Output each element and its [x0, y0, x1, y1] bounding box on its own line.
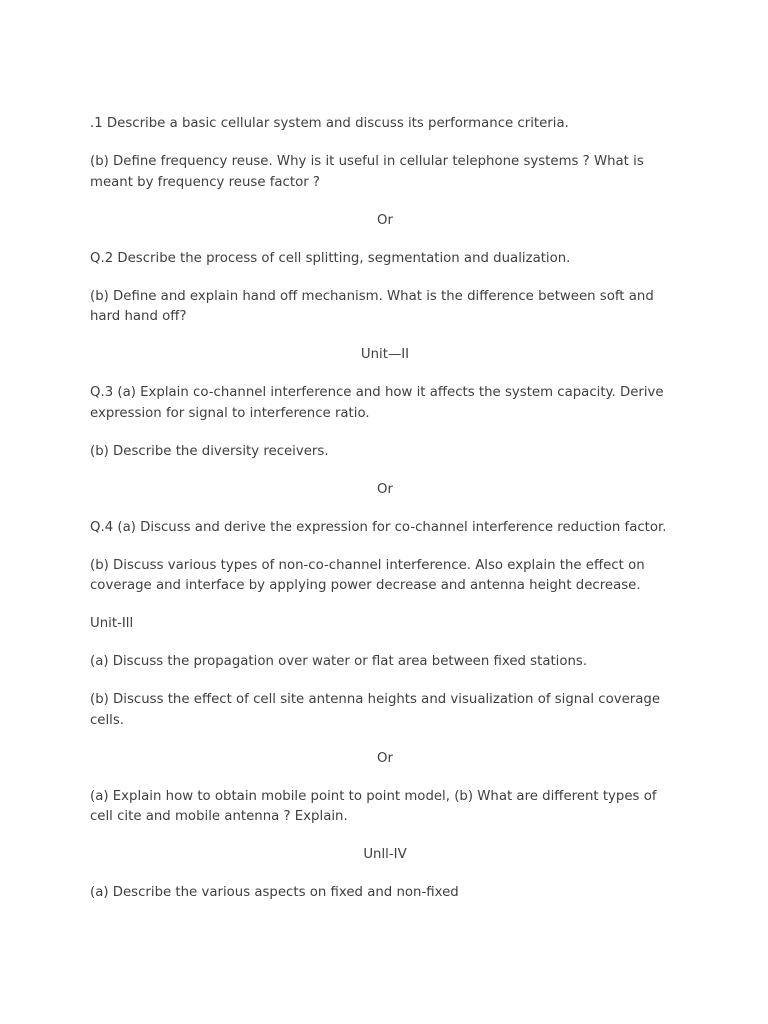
- question-1b: (b) Define frequency reuse. Why is it useful in cellular telephone systems ? What is meant by frequency reuse factor ?: [90, 154, 644, 190]
- unit-heading: Unll-IV: [363, 847, 407, 862]
- question-4b: (b) Discuss various types of non-co-channel interference. Also explain the effect on coverage and interface by applying power decrease and antenna height decrease.: [90, 557, 645, 593]
- unit-heading: Unit—II: [360, 347, 410, 362]
- or-divider: Or: [377, 481, 393, 497]
- question-2b: (b) Define and explain hand off mechanism. What is the difference between soft and hard hand off?: [90, 288, 654, 324]
- question-7a: (a) Describe the various aspects on fixed and non-fixed: [90, 885, 459, 900]
- question-5a: (a) Discuss the propagation over water or flat area between fixed stations.: [90, 654, 588, 669]
- question-3: Q.3 (a) Explain co-channel interference and how it affects the system capacity. Derive expression for signal to interference ratio.: [90, 385, 664, 421]
- question-2: Q.2 Describe the process of cell splitting, segmentation and dualization.: [90, 250, 571, 266]
- question-6: (a) Explain how to obtain mobile point to point model, (b) What are different types of cell cite and mobile antenna ? Explain.: [90, 788, 657, 824]
- question-1: .1 Describe a basic cellular system and discuss its performance criteria.: [90, 116, 569, 131]
- or-divider: Or: [377, 212, 393, 228]
- document-page: [90, 114, 680, 921]
- question-5b: (b) Discuss the effect of cell site antenna heights and visualization of signal coverage cells.: [90, 692, 661, 728]
- or-divider: Or: [377, 750, 393, 766]
- question-3b: (b) Describe the diversity receivers.: [90, 443, 329, 459]
- question-4: Q.4 (a) Discuss and derive the expression for co-channel interference reduction factor.: [90, 519, 667, 535]
- unit-heading: Unit-Ill: [90, 616, 134, 631]
